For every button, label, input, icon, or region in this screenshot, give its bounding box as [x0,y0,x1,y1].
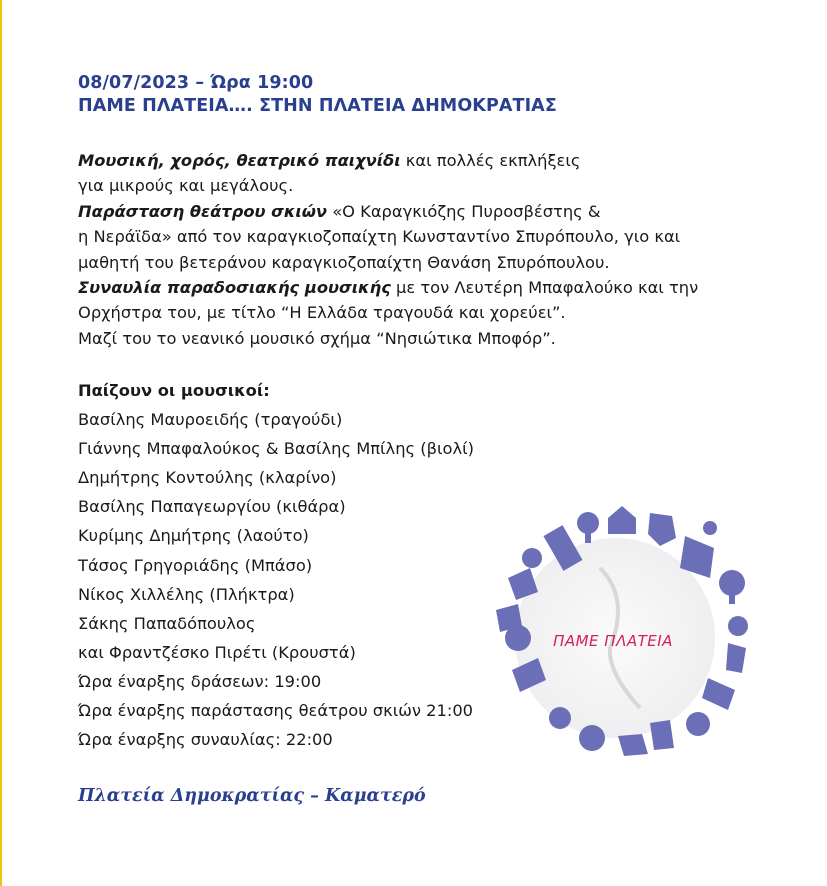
start-time-concert: Ώρα έναρξης συναυλίας: 22:00 [78,730,333,750]
start-time-theatre: Ώρα έναρξης παράστασης θεάτρου σκιών 21:00 [78,701,474,721]
event-header [78,72,557,118]
event-description [78,148,698,351]
description-line: Ορχήστρα του, με τίτλο “Η Ελλάδα τραγουδά και χορεύει”. [78,303,566,323]
logo-graphic [490,498,748,760]
highlight-activities: Μουσική, χορός, θεατρικό παιχνίδι [78,151,401,170]
description-text: «Ο Καραγκιόζης Πυροσβέστης & [327,201,601,221]
tree-icon [577,512,599,543]
building-icon [702,678,735,710]
list-item: Βασίλης Μαυροειδής (τραγούδι) [78,410,343,430]
description-line [78,199,698,224]
description-line: μαθητή του βετεράνου καραγκιοζοπαίχτη Θανάση Σπυρόπουλου. [78,252,610,272]
list-item: Δημήτρης Κοντούλης (κλαρίνο) [78,468,337,488]
musicians-list [78,376,474,754]
tree-icon [549,707,571,729]
event-date-time: 08/07/2023 – Ώρα 19:00 [78,73,314,93]
house-icon [608,506,636,534]
list-item: Νίκος Χιλλέλης (Πλήκτρα) [78,584,295,604]
tree-icon [522,548,542,568]
tree-icon [719,570,745,604]
highlight-shadow-theatre: Παράσταση θεάτρου σκιών [78,201,328,221]
description-line: η Νεράϊδα» από τον καραγκιοζοπαίχτη Κωνσταντίνο Σπυρόπουλο, γιο και [78,227,681,247]
description-text: με τον Λευτέρη Μπαφαλούκο και την [390,278,699,298]
logo-text: ΠΑΜΕ ΠΛΑΤΕΙΑ [553,632,673,650]
list-item: Τάσος Γρηγοριάδης (Μπάσο) [78,555,313,575]
event-location: Πλατεία Δημοκρατίας – Καματερό [78,786,426,806]
description-line [78,275,698,300]
cloud-icon [703,521,717,535]
building-icon [650,720,674,750]
tree-icon [686,712,710,736]
landmass-icon [648,513,676,546]
left-edge-accent [0,0,2,886]
start-time-actions: Ώρα έναρξης δράσεων: 19:00 [78,671,322,691]
list-item: και Φραντζέσκο Πιρέτι (Κρουστά) [78,642,356,662]
musicians-heading: Παίζουν οι μουσικοί: [78,381,270,400]
list-item: Σάκης Παπαδόπουλος [78,613,256,633]
event-title: ΠΑΜΕ ΠΛΑΤΕΙΑ…. ΣΤΗΝ ΠΛΑΤΕΙΑ ΔΗΜΟΚΡΑΤΙΑΣ [78,96,557,116]
pame-plateia-logo [490,498,748,760]
description-line: Μαζί του το νεανικό μουσικό σχήμα “Νησιώτικα Μποφόρ”. [78,328,556,348]
description-line [78,148,698,173]
landmass-icon [618,734,648,756]
list-item: Γιάννης Μπαφαλούκος & Βασίλης Μπίλης (βιολί) [78,439,474,459]
highlight-concert: Συναυλία παραδοσιακής μουσικής [78,278,391,298]
list-item: Βασίλης Παπαγεωργίου (κιθάρα) [78,497,346,517]
tree-icon [579,725,605,751]
description-line: για μικρούς και μεγάλους. [78,176,294,196]
description-text: και πολλές εκπλήξεις [400,151,581,170]
list-item: Κυρίμης Δημήτρης (λαούτο) [78,526,309,546]
